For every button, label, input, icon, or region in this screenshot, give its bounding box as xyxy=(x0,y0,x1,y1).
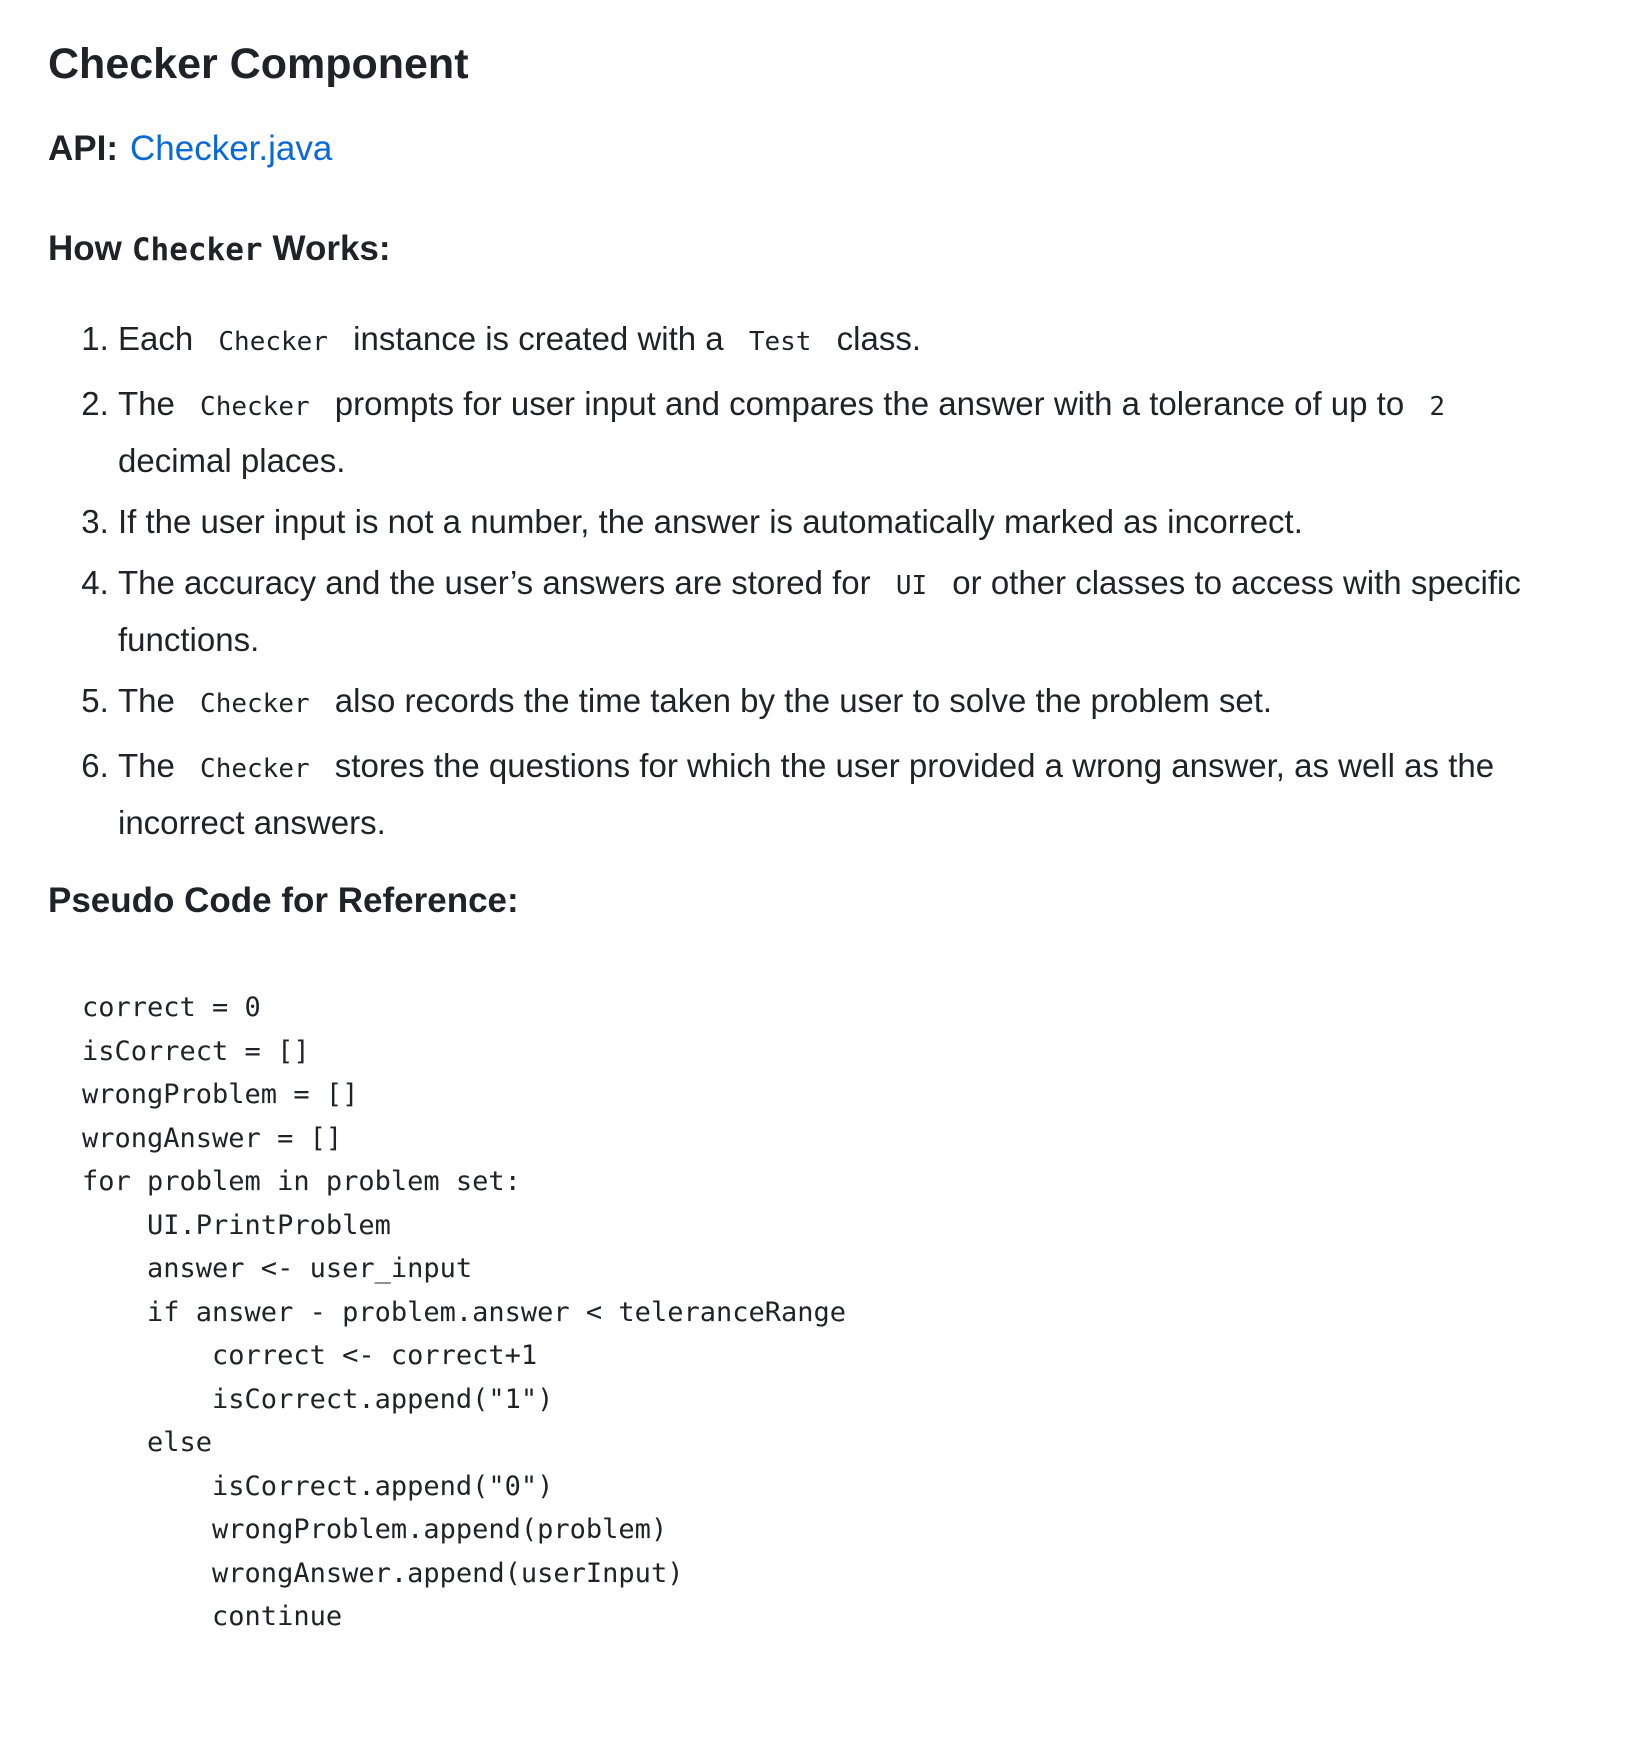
step-text: If the user input is not a number, the answer is automatically marked as incorrect. xyxy=(118,503,1303,540)
list-item xyxy=(118,739,1578,849)
inline-code: Checker xyxy=(200,689,310,719)
step-text: Each xyxy=(118,320,203,357)
list-item xyxy=(118,377,1578,487)
step-text: The xyxy=(118,682,185,719)
list-item xyxy=(118,556,1578,666)
step-text: The xyxy=(118,747,185,784)
how-heading-code: Checker xyxy=(131,232,263,268)
how-it-works-list xyxy=(82,312,1578,857)
pseudo-code-heading: Pseudo Code for Reference: xyxy=(48,881,519,920)
inline-code: Test xyxy=(748,327,812,357)
inline-code: Checker xyxy=(218,327,328,357)
how-checker-works-heading xyxy=(48,226,391,273)
api-line xyxy=(48,126,332,172)
inline-code: 2 xyxy=(1429,392,1446,422)
step-text: stores the questions for which the user provided a wrong answer, as well as the incorrect answers. xyxy=(118,747,1495,841)
list-item xyxy=(118,674,1578,731)
list-item xyxy=(118,312,1578,369)
step-text: instance is created with a xyxy=(343,320,733,357)
step-text: prompts for user input and compares the answer with a tolerance of up to xyxy=(325,385,1414,422)
how-heading-prefix: How xyxy=(48,229,122,268)
pseudo-code-block: correct = 0 isCorrect = [] wrongProblem = [] wrongAnswer = [] for problem in problem set: UI.PrintProblem answer <- user_input if answer - problem.answer < teleranceRange correct <- correct+1 isCorrect.append("1") else isCorrect.append("0") wrongProblem.append(problem) wrongAnswer.append(userInput) continue xyxy=(82,992,847,1632)
api-label: API: xyxy=(48,129,118,168)
step-text: The accuracy and the user’s answers are stored for xyxy=(118,564,880,601)
page-title: Checker Component xyxy=(48,40,469,88)
step-text: or other classes to access with specific functions. xyxy=(118,564,1521,658)
step-text: decimal places. xyxy=(118,442,346,479)
step-text: also records the time taken by the user to solve the problem set. xyxy=(325,682,1273,719)
inline-code: Checker xyxy=(200,754,310,784)
step-text: class. xyxy=(827,320,921,357)
api-link-checker-java[interactable]: Checker.java xyxy=(130,129,333,168)
inline-code: UI xyxy=(895,571,928,601)
how-heading-suffix: Works: xyxy=(272,229,391,268)
inline-code: Checker xyxy=(200,392,310,422)
list-item xyxy=(118,495,1578,548)
step-text: The xyxy=(118,385,185,422)
